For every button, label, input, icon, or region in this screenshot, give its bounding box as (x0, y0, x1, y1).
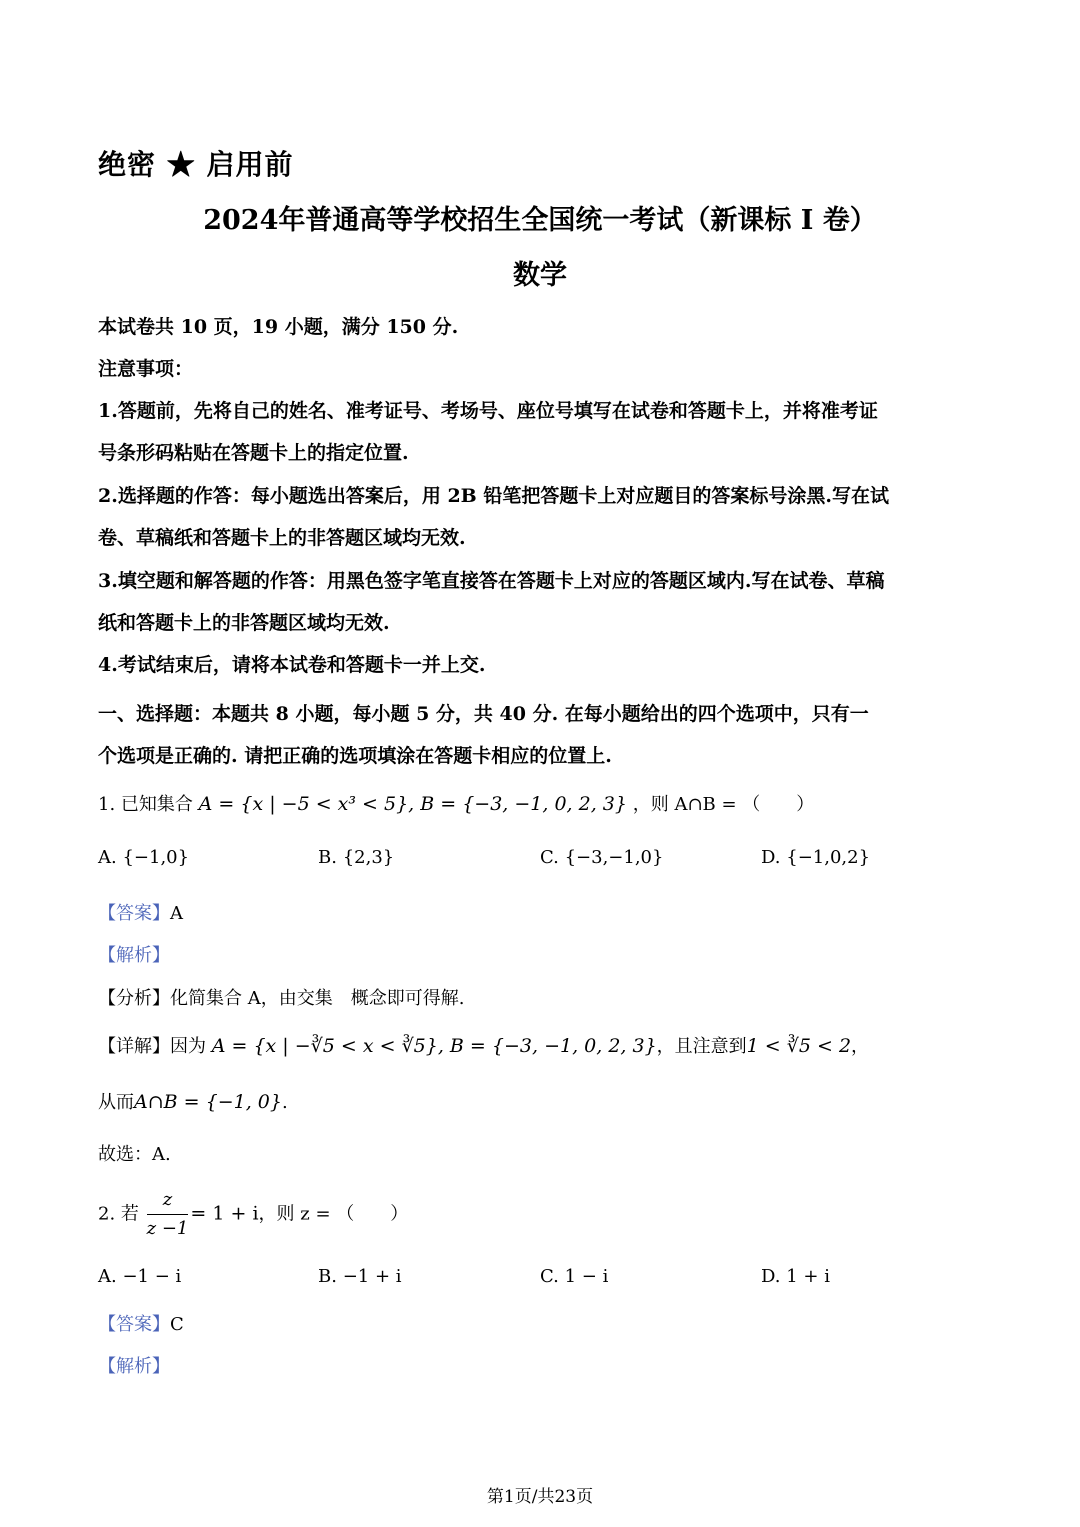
option-b: B. −1 + i (318, 1266, 402, 1287)
notice-line: 卷、草稿纸和答题卡上的非答题区域均无效. (98, 527, 466, 549)
notice-line: 1.答题前，先将自己的姓名、准考证号、考场号、座位号填写在试卷和答题卡上，并将准考证 (98, 400, 878, 422)
fraction (147, 1186, 189, 1243)
notice-line: 号条形码粘贴在答题卡上的指定位置. (98, 442, 409, 464)
answer-line (98, 1310, 184, 1336)
math-expression: = 1 + i (190, 1202, 259, 1225)
detail-tag: 【详解】 (98, 1036, 170, 1057)
option-a: A. {−1,0} (98, 847, 190, 868)
math-expression: 1 < ∛5 < 2 (746, 1035, 852, 1057)
option-b: B. {2,3} (318, 847, 395, 868)
option-d: D. 1 + i (761, 1266, 830, 1287)
fraction-denominator: z −1 (146, 1218, 189, 1239)
question-text: 1. 已知集合 (98, 794, 193, 815)
fraction-numerator: z (147, 1186, 189, 1215)
notice-line: 2.选择题的作答：每小题选出答案后，用 2B 铅笔把答题卡上对应题目的答案标号涂黑.写在试 (98, 485, 889, 507)
conclusion-line: 从而A∩B = {−1, 0}. (98, 1091, 288, 1113)
section-heading: 个选项是正确的. 请把正确的选项填涂在答题卡相应的位置上. (98, 745, 612, 767)
math-expression: A∩B = {−1, 0} (134, 1091, 282, 1113)
analysis-tag: 【解析】 (98, 1356, 170, 1377)
question-text: ，则 A∩B = （ ） (632, 794, 815, 815)
answer-line (98, 899, 183, 925)
analysis-tag: 【解析】 (98, 945, 170, 966)
exam-summary: 本试卷共 10 页，19 小题，满分 150 分. (98, 316, 459, 338)
option-d: D. {−1,0,2} (761, 847, 871, 868)
math-expression: A = {x | −5 < x³ < 5}, B = {−3, −1, 0, 2, 3} (198, 793, 627, 815)
option-c: C. 1 − i (540, 1266, 609, 1287)
option-a: A. −1 − i (98, 1266, 182, 1287)
question-text: 2. 若 (98, 1203, 139, 1225)
notice-label: 注意事项： (98, 358, 194, 380)
answer-value: A (170, 903, 183, 924)
notice-line: 纸和答题卡上的非答题区域均无效. (98, 612, 390, 634)
notice-line: 3.填空题和解答题的作答：用黑色签字笔直接答在答题卡上对应的答题区域内.写在试卷、草稿 (98, 570, 885, 592)
choose-line: 故选：A. (98, 1144, 171, 1165)
math-expression: A = {x | −∛5 < x < ∛5}, B = {−3, −1, 0, 2, 3} (211, 1035, 657, 1057)
fenxi-tag: 【分析】 (98, 988, 170, 1009)
notice-line: 4.考试结束后，请将本试卷和答题卡一并上交. (98, 654, 486, 676)
exam-title: 2024年普通高等学校招生全国统一考试（新课标 I 卷） (203, 205, 877, 236)
answer-tag: 【答案】 (98, 1314, 170, 1335)
analysis-line (98, 1352, 170, 1378)
option-c: C. {−3,−1,0} (540, 847, 664, 868)
answer-value: C (170, 1314, 184, 1335)
analysis-line (98, 941, 170, 967)
detail-line: 【详解】因为 A = {x | −∛5 < x < ∛5}, B = {−3, −1, 0, 2, 3}，且注意到1 < ∛5 < 2， (98, 1035, 870, 1057)
fenxi-text: 化简集合 A，由交集 概念即可得解. (170, 988, 465, 1009)
confidential-mark: 绝密 ★ 启用前 (98, 148, 294, 181)
answer-tag: 【答案】 (98, 903, 170, 924)
question-2-stem (98, 1186, 408, 1243)
subject-title: 数学 (513, 260, 567, 291)
question-1-stem (98, 790, 814, 816)
section-heading: 一、选择题：本题共 8 小题，每小题 5 分，共 40 分. 在每小题给出的四个选项中，只有一 (98, 703, 869, 725)
question-text: ，则 z = （ ） (258, 1203, 409, 1225)
page-footer: 第1页/共23页 (486, 1487, 594, 1507)
fenxi-line (98, 984, 464, 1010)
